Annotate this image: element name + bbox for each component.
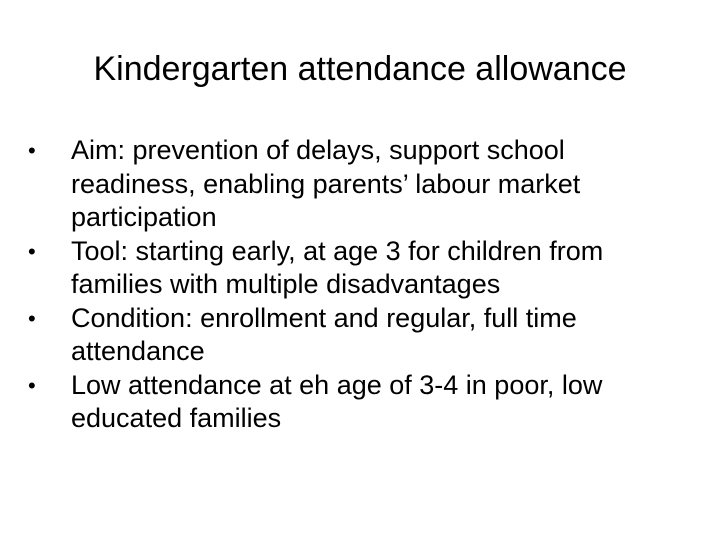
- bullet-text: Tool: starting early, at age 3 for children from families with multiple disadvantages: [71, 235, 604, 299]
- bullet-item-low-attendance: [28, 369, 692, 436]
- slide-title: Kindergarten attendance allowance: [93, 50, 627, 88]
- bullet-text: Aim: prevention of delays, support school readiness, enabling parents’ labour market participation: [71, 135, 581, 232]
- bullet-text: Condition: enrollment and regular, full time attendance: [71, 302, 577, 366]
- bullet-list: [28, 134, 692, 436]
- bullet-marker: •: [28, 372, 36, 398]
- bullet-item-condition: [28, 302, 692, 369]
- bullet-item-tool: [28, 235, 692, 302]
- bullet-marker: •: [28, 305, 36, 331]
- bullet-marker: •: [28, 238, 36, 264]
- bullet-marker: •: [28, 138, 36, 163]
- bullet-text: Low attendance at eh age of 3-4 in poor, low educated families: [71, 369, 603, 433]
- bullet-item-aim: [28, 134, 692, 235]
